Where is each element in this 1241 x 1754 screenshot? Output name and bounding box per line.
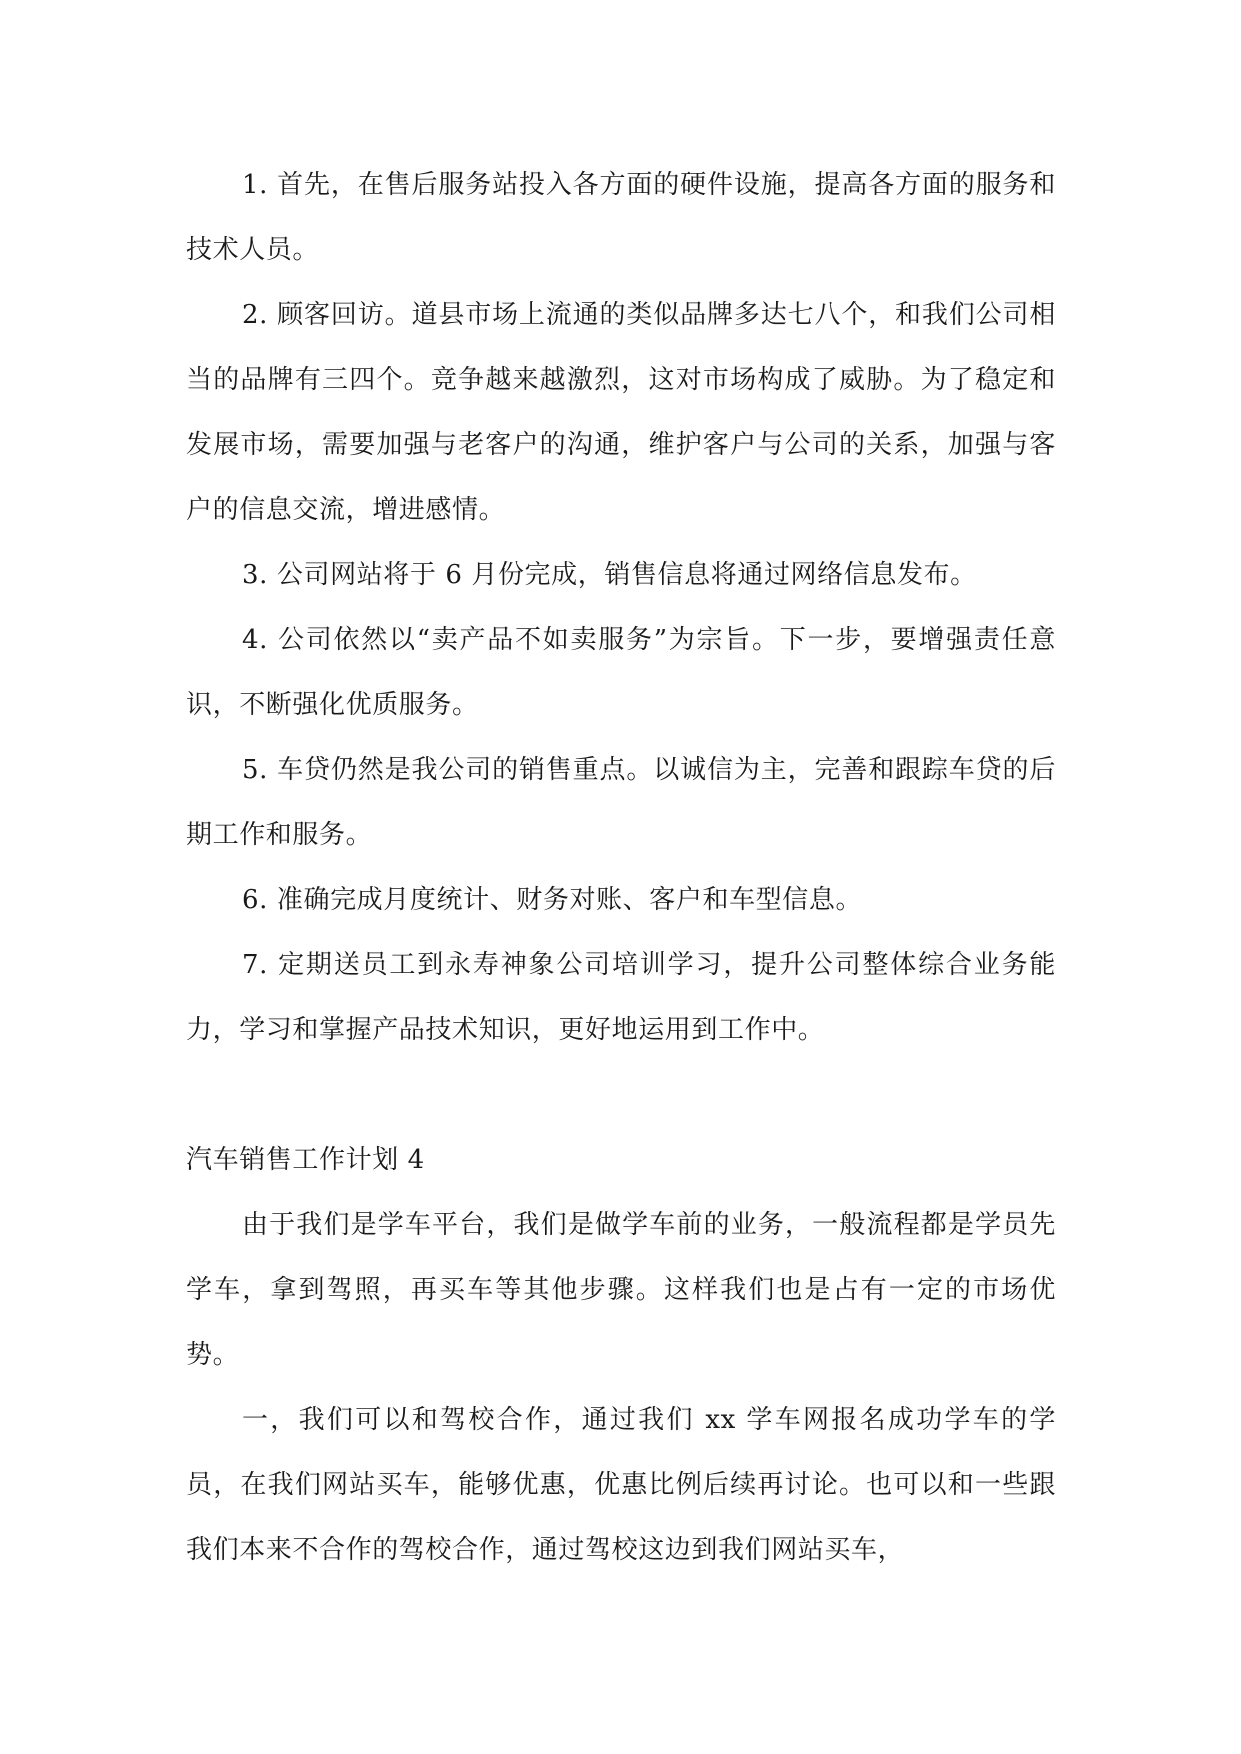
- list-item-1: 1. 首先，在售后服务站投入各方面的硬件设施，提高各方面的服务和技术人员。: [186, 170, 1056, 265]
- list-item-3: 3. 公司网站将于 6 月份完成，销售信息将通过网络信息发布。: [242, 560, 977, 590]
- list-item-6: 6. 准确完成月度统计、财务对账、客户和车型信息。: [242, 885, 863, 915]
- paragraph-point-1: 一，我们可以和驾校合作，通过我们 xx 学车网报名成功学车的学员，在我们网站买车，能够优惠，优惠比例后续再讨论。也可以和一些跟我们本来不合作的驾校合作，通过驾校这边到我们网站买车，: [186, 1405, 1056, 1565]
- list-item-7: 7. 定期送员工到永寿神象公司培训学习，提升公司整体综合业务能力，学习和掌握产品技术知识，更好地运用到工作中。: [186, 950, 1056, 1045]
- section-title: 汽车销售工作计划 4: [186, 1145, 425, 1175]
- list-item-5: 5. 车贷仍然是我公司的销售重点。以诚信为主，完善和跟踪车贷的后期工作和服务。: [186, 755, 1056, 850]
- paragraph-intro: 由于我们是学车平台，我们是做学车前的业务，一般流程都是学员先学车，拿到驾照，再买车等其他步骤。这样我们也是占有一定的市场优势。: [186, 1210, 1056, 1370]
- list-item-2: 2. 顾客回访。道县市场上流通的类似品牌多达七八个，和我们公司相当的品牌有三四个。竞争越来越激烈，这对市场构成了威胁。为了稳定和发展市场，需要加强与老客户的沟通，维护客户与公司的关系，加强与客户的信息交流，增进感情。: [186, 300, 1056, 525]
- document-body: [186, 153, 1056, 1583]
- list-item-4: 4. 公司依然以“卖产品不如卖服务”为宗旨。下一步，要增强责任意识，不断强化优质服务。: [186, 625, 1056, 720]
